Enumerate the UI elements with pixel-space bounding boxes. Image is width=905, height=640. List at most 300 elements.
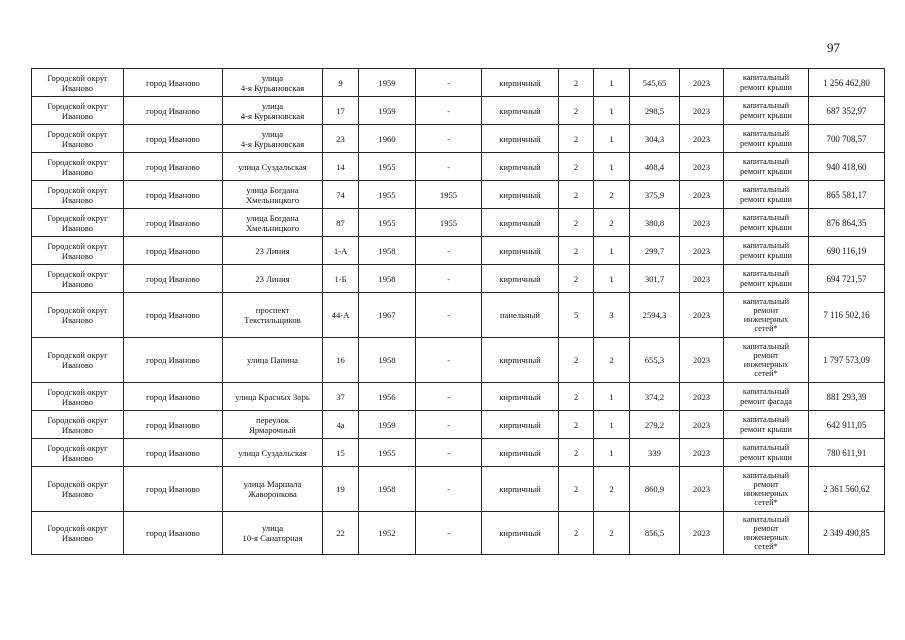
year-reconstructed-cell-text: -: [447, 528, 450, 538]
area-cell-text: 380,8: [644, 217, 665, 228]
entrances-cell: [594, 181, 630, 209]
street-cell: [223, 153, 323, 181]
district-cell-text: Городской округ Иваново: [47, 268, 108, 289]
district-cell: [32, 209, 124, 237]
cost-cell: [809, 97, 885, 125]
area-cell-text: 655,3: [644, 355, 665, 365]
plan-year-cell-text: 2023: [692, 105, 711, 116]
area-cell: [630, 383, 680, 411]
year-reconstructed-cell: [416, 237, 482, 265]
work-type-cell-text: капитальный ремонт инженерных сетей*: [742, 341, 790, 379]
street-cell: [223, 209, 323, 237]
work-type-cell-text: капитальный ремонт крыши: [740, 241, 792, 260]
street-cell: [223, 512, 323, 555]
street-cell-text: улица 4-я Курьяновская: [240, 128, 305, 149]
wall-material-cell-text: кирпичный: [499, 484, 541, 494]
year-reconstructed-cell-text: -: [447, 310, 450, 320]
area-cell: [630, 265, 680, 293]
cost-cell: [809, 153, 885, 181]
table-row: [32, 439, 885, 467]
year-reconstructed-cell: [416, 97, 482, 125]
year-reconstructed-cell: [416, 338, 482, 383]
floors-cell-text: 2: [573, 77, 579, 88]
cost-cell-text: 780 611,91: [826, 447, 867, 458]
table-row: [32, 125, 885, 153]
city-cell-text: город Иваново: [146, 447, 200, 458]
year-reconstructed-cell-text: -: [447, 355, 450, 365]
year-built-cell-text: 1959: [378, 419, 396, 430]
house-number-cell: [323, 512, 359, 555]
wall-material-cell-text: кирпичный: [499, 133, 541, 144]
year-reconstructed-cell-text: 1955: [439, 217, 458, 228]
floors-cell: [559, 411, 594, 439]
house-number-cell: [323, 209, 359, 237]
plan-year-cell-text: 2023: [692, 77, 711, 88]
wall-material-cell: [482, 467, 559, 512]
cost-cell-text: 690 116,19: [826, 245, 867, 256]
cost-cell: [809, 237, 885, 265]
cost-cell-text: 2 361 560,62: [823, 484, 870, 494]
area-cell: [630, 69, 680, 97]
entrances-cell: [594, 383, 630, 411]
year-reconstructed-cell: [416, 383, 482, 411]
table-row: [32, 411, 885, 439]
wall-material-cell: [482, 293, 559, 338]
city-cell: [124, 237, 223, 265]
plan-year-cell: [680, 97, 724, 125]
area-cell-text: 545,65: [642, 77, 667, 88]
area-cell-text: 339: [648, 447, 661, 458]
floors-cell-text: 2: [573, 161, 579, 172]
city-cell: [124, 69, 223, 97]
cost-cell-text: 694 721,57: [826, 273, 867, 284]
year-built-cell-text: 1960: [378, 133, 396, 144]
plan-year-cell: [680, 265, 724, 293]
city-cell: [124, 383, 223, 411]
district-cell: [32, 265, 124, 293]
plan-year-cell-text: 2023: [692, 355, 711, 365]
city-cell: [124, 97, 223, 125]
cost-cell-text: 865 581,17: [826, 189, 867, 200]
district-cell: [32, 383, 124, 411]
plan-year-cell: [680, 512, 724, 555]
table-row: [32, 265, 885, 293]
street-cell: [223, 293, 323, 338]
year-built-cell: [359, 209, 416, 237]
entrances-cell-text: 3: [609, 310, 614, 320]
entrances-cell-text: 2: [609, 189, 614, 200]
cost-cell: [809, 411, 885, 439]
area-cell: [630, 97, 680, 125]
house-number-cell-text: 17: [336, 105, 345, 116]
plan-year-cell-text: 2023: [692, 133, 711, 144]
entrances-cell-text: 1: [609, 105, 614, 116]
district-cell-text: Городской округ Иваново: [47, 350, 108, 370]
cost-cell: [809, 125, 885, 153]
street-cell-text: улица 4-я Курьяновская: [240, 100, 305, 121]
plan-year-cell-text: 2023: [692, 310, 711, 320]
cost-cell: [809, 293, 885, 338]
floors-cell-text: 2: [573, 484, 579, 494]
work-type-cell-text: капитальный ремонт крыши: [740, 443, 792, 462]
entrances-cell-text: 1: [609, 273, 614, 284]
work-type-cell: [724, 97, 809, 125]
year-built-cell-text: 1952: [378, 528, 396, 538]
plan-year-cell-text: 2023: [692, 217, 711, 228]
year-built-cell: [359, 97, 416, 125]
floors-cell: [559, 439, 594, 467]
area-cell-text: 374,2: [644, 391, 665, 402]
city-cell-text: город Иваново: [146, 419, 200, 430]
city-cell: [124, 153, 223, 181]
entrances-cell: [594, 512, 630, 555]
year-reconstructed-cell: [416, 293, 482, 338]
district-cell: [32, 293, 124, 338]
area-cell-text: 298,5: [644, 105, 665, 116]
district-cell: [32, 512, 124, 555]
work-type-cell-text: капитальный ремонт фасада: [740, 387, 792, 406]
work-type-cell-text: капитальный ремонт инженерных сетей*: [742, 470, 790, 508]
floors-cell: [559, 293, 594, 338]
area-cell-text: 856,5: [644, 528, 665, 538]
year-built-cell: [359, 237, 416, 265]
street-cell: [223, 125, 323, 153]
entrances-cell-text: 1: [609, 447, 614, 458]
plan-year-cell: [680, 209, 724, 237]
district-cell: [32, 338, 124, 383]
plan-year-cell: [680, 181, 724, 209]
plan-year-cell-text: 2023: [692, 273, 711, 284]
floors-cell-text: 2: [573, 217, 579, 228]
district-cell-text: Городской округ Иваново: [47, 100, 108, 121]
street-cell-text: улица Маршала Жаворонкова: [243, 479, 302, 499]
work-type-cell-text: капитальный ремонт крыши: [740, 185, 792, 204]
wall-material-cell-text: кирпичный: [499, 105, 541, 116]
cost-cell-text: 881 293,39: [826, 391, 867, 402]
city-cell-text: город Иваново: [146, 161, 200, 172]
year-reconstructed-cell: [416, 467, 482, 512]
plan-year-cell-text: 2023: [692, 161, 711, 172]
city-cell: [124, 467, 223, 512]
plan-year-cell: [680, 439, 724, 467]
year-reconstructed-cell-text: -: [447, 77, 450, 88]
house-number-cell-text: 9: [338, 77, 343, 88]
street-cell: [223, 383, 323, 411]
cost-cell-text: 2 349 490,85: [823, 528, 870, 538]
area-cell: [630, 209, 680, 237]
city-cell: [124, 512, 223, 555]
floors-cell: [559, 97, 594, 125]
district-cell-text: Городской округ Иваново: [47, 240, 108, 261]
work-type-cell: [724, 69, 809, 97]
cost-cell: [809, 467, 885, 512]
wall-material-cell-text: кирпичный: [499, 189, 541, 200]
floors-cell: [559, 209, 594, 237]
year-built-cell: [359, 181, 416, 209]
year-built-cell-text: 1959: [378, 77, 396, 88]
plan-year-cell-text: 2023: [692, 484, 711, 494]
year-reconstructed-cell-text: -: [447, 105, 450, 116]
floors-cell-text: 2: [573, 447, 579, 458]
work-type-cell: [724, 237, 809, 265]
year-reconstructed-cell-text: 1955: [439, 189, 458, 200]
house-number-cell: [323, 265, 359, 293]
house-number-cell: [323, 153, 359, 181]
city-cell-text: город Иваново: [146, 189, 200, 200]
work-type-cell: [724, 512, 809, 555]
floors-cell: [559, 69, 594, 97]
city-cell: [124, 439, 223, 467]
wall-material-cell: [482, 439, 559, 467]
street-cell: [223, 265, 323, 293]
year-built-cell-text: 1956: [378, 391, 396, 402]
district-cell-text: Городской округ Иваново: [47, 128, 108, 149]
city-cell-text: город Иваново: [146, 484, 200, 494]
entrances-cell: [594, 338, 630, 383]
housing-repair-table: [31, 68, 885, 555]
area-cell-text: 301,7: [644, 273, 665, 284]
plan-year-cell-text: 2023: [692, 391, 711, 402]
entrances-cell: [594, 265, 630, 293]
area-cell: [630, 411, 680, 439]
work-type-cell: [724, 153, 809, 181]
work-type-cell: [724, 209, 809, 237]
page-number: 97: [827, 40, 840, 55]
district-cell-text: Городской округ Иваново: [47, 156, 108, 177]
area-cell: [630, 467, 680, 512]
cost-cell-text: 687 352,97: [826, 105, 867, 116]
street-cell-text: улица Суздальская: [238, 161, 307, 172]
area-cell-text: 2594,3: [642, 310, 667, 320]
city-cell: [124, 125, 223, 153]
cost-cell: [809, 265, 885, 293]
work-type-cell-text: капитальный ремонт крыши: [740, 129, 792, 148]
year-built-cell: [359, 338, 416, 383]
plan-year-cell-text: 2023: [692, 189, 711, 200]
table-row: [32, 97, 885, 125]
entrances-cell: [594, 125, 630, 153]
wall-material-cell: [482, 97, 559, 125]
year-reconstructed-cell: [416, 69, 482, 97]
year-built-cell: [359, 512, 416, 555]
work-type-cell-text: капитальный ремонт крыши: [740, 415, 792, 434]
year-built-cell-text: 1955: [378, 161, 396, 172]
entrances-cell-text: 1: [609, 245, 614, 256]
wall-material-cell: [482, 237, 559, 265]
work-type-cell-text: капитальный ремонт крыши: [740, 269, 792, 288]
house-number-cell: [323, 97, 359, 125]
year-reconstructed-cell-text: -: [447, 245, 450, 256]
cost-cell: [809, 69, 885, 97]
street-cell-text: улица Панина: [247, 355, 298, 365]
house-number-cell-text: 1-А: [333, 245, 348, 256]
year-built-cell-text: 1955: [378, 217, 396, 228]
floors-cell: [559, 512, 594, 555]
cost-cell-text: 1 256 462,80: [823, 77, 870, 88]
city-cell-text: город Иваново: [146, 391, 200, 402]
cost-cell-text: 700 708,57: [826, 133, 867, 144]
street-cell: [223, 237, 323, 265]
work-type-cell-text: капитальный ремонт инженерных сетей*: [742, 514, 790, 552]
area-cell: [630, 293, 680, 338]
house-number-cell: [323, 69, 359, 97]
street-cell: [223, 467, 323, 512]
area-cell-text: 279,2: [644, 419, 665, 430]
floors-cell-text: 2: [573, 419, 579, 430]
house-number-cell: [323, 338, 359, 383]
year-built-cell-text: 1958: [378, 245, 396, 256]
year-reconstructed-cell: [416, 181, 482, 209]
floors-cell-text: 5: [573, 310, 579, 320]
floors-cell: [559, 338, 594, 383]
street-cell-text: улица 10-я Санаторная: [242, 523, 303, 543]
street-cell: [223, 338, 323, 383]
house-number-cell-text: 16: [336, 355, 345, 365]
table-row: [32, 512, 885, 555]
year-built-cell: [359, 265, 416, 293]
street-cell: [223, 97, 323, 125]
area-cell-text: 304,3: [644, 133, 665, 144]
house-number-cell-text: 14: [336, 161, 345, 172]
area-cell: [630, 512, 680, 555]
cost-cell-text: 876 864,35: [826, 217, 867, 228]
street-cell: [223, 439, 323, 467]
area-cell-text: 299,7: [644, 245, 665, 256]
city-cell: [124, 209, 223, 237]
house-number-cell: [323, 293, 359, 338]
plan-year-cell: [680, 153, 724, 181]
wall-material-cell: [482, 383, 559, 411]
entrances-cell: [594, 439, 630, 467]
house-number-cell-text: 22: [336, 528, 345, 538]
house-number-cell: [323, 181, 359, 209]
table-row: [32, 209, 885, 237]
plan-year-cell-text: 2023: [692, 447, 711, 458]
city-cell-text: город Иваново: [146, 133, 200, 144]
house-number-cell-text: 74: [336, 189, 345, 200]
year-reconstructed-cell: [416, 125, 482, 153]
year-reconstructed-cell-text: -: [447, 391, 450, 402]
street-cell-text: улица 4-я Курьяновская: [240, 72, 305, 93]
year-reconstructed-cell: [416, 153, 482, 181]
year-reconstructed-cell: [416, 209, 482, 237]
city-cell-text: город Иваново: [146, 217, 200, 228]
house-number-cell-text: 4а: [336, 419, 345, 430]
entrances-cell-text: 1: [609, 161, 614, 172]
house-number-cell: [323, 125, 359, 153]
work-type-cell-text: капитальный ремонт крыши: [740, 73, 792, 92]
floors-cell: [559, 153, 594, 181]
wall-material-cell-text: кирпичный: [499, 355, 541, 365]
floors-cell-text: 2: [573, 133, 579, 144]
plan-year-cell: [680, 293, 724, 338]
house-number-cell-text: 37: [336, 391, 345, 402]
floors-cell: [559, 265, 594, 293]
floors-cell-text: 2: [573, 245, 579, 256]
entrances-cell-text: 1: [609, 391, 614, 402]
entrances-cell: [594, 97, 630, 125]
entrances-cell: [594, 209, 630, 237]
work-type-cell: [724, 383, 809, 411]
house-number-cell: [323, 383, 359, 411]
year-reconstructed-cell-text: -: [447, 447, 450, 458]
work-type-cell: [724, 338, 809, 383]
entrances-cell: [594, 153, 630, 181]
cost-cell-text: 1 797 573,09: [823, 355, 870, 365]
district-cell-text: Городской округ Иваново: [47, 479, 108, 499]
table-row: [32, 383, 885, 411]
floors-cell-text: 2: [573, 189, 579, 200]
table-row: [32, 181, 885, 209]
entrances-cell: [594, 237, 630, 265]
area-cell: [630, 125, 680, 153]
cost-cell: [809, 383, 885, 411]
year-built-cell: [359, 125, 416, 153]
year-reconstructed-cell: [416, 265, 482, 293]
entrances-cell-text: 1: [609, 133, 614, 144]
cost-cell: [809, 181, 885, 209]
plan-year-cell-text: 2023: [692, 419, 711, 430]
year-built-cell-text: 1955: [378, 447, 396, 458]
wall-material-cell: [482, 265, 559, 293]
work-type-cell-text: капитальный ремонт крыши: [740, 213, 792, 232]
district-cell: [32, 181, 124, 209]
work-type-cell: [724, 181, 809, 209]
district-cell: [32, 153, 124, 181]
street-cell-text: переулок Ярмарочный: [249, 414, 296, 435]
district-cell-text: Городской округ Иваново: [47, 414, 108, 435]
cost-cell-text: 7 116 502,16: [823, 310, 870, 320]
street-cell: [223, 181, 323, 209]
area-cell-text: 375,9: [644, 189, 665, 200]
wall-material-cell: [482, 512, 559, 555]
floors-cell: [559, 237, 594, 265]
work-type-cell-text: капитальный ремонт крыши: [740, 101, 792, 120]
house-number-cell-text: 23: [336, 133, 345, 144]
plan-year-cell: [680, 411, 724, 439]
plan-year-cell: [680, 383, 724, 411]
year-reconstructed-cell-text: -: [447, 273, 450, 284]
entrances-cell: [594, 69, 630, 97]
district-cell: [32, 467, 124, 512]
area-cell: [630, 338, 680, 383]
city-cell-text: город Иваново: [146, 105, 200, 116]
work-type-cell: [724, 125, 809, 153]
house-number-cell-text: 87: [336, 217, 345, 228]
work-type-cell: [724, 265, 809, 293]
year-built-cell: [359, 153, 416, 181]
floors-cell-text: 2: [573, 391, 579, 402]
wall-material-cell-text: панельный: [499, 310, 540, 320]
wall-material-cell-text: кирпичный: [499, 77, 541, 88]
work-type-cell-text: капитальный ремонт инженерных сетей*: [742, 296, 790, 334]
floors-cell: [559, 383, 594, 411]
street-cell: [223, 411, 323, 439]
wall-material-cell: [482, 181, 559, 209]
city-cell-text: город Иваново: [146, 310, 200, 320]
cost-cell-text: 642 911,05: [826, 419, 867, 430]
district-cell-text: Городской округ Иваново: [47, 386, 108, 407]
district-cell: [32, 411, 124, 439]
house-number-cell: [323, 467, 359, 512]
entrances-cell: [594, 467, 630, 512]
table-row: [32, 293, 885, 338]
city-cell: [124, 293, 223, 338]
city-cell: [124, 411, 223, 439]
year-built-cell: [359, 383, 416, 411]
street-cell-text: улица Красных Зорь: [235, 391, 310, 402]
floors-cell-text: 2: [573, 355, 579, 365]
